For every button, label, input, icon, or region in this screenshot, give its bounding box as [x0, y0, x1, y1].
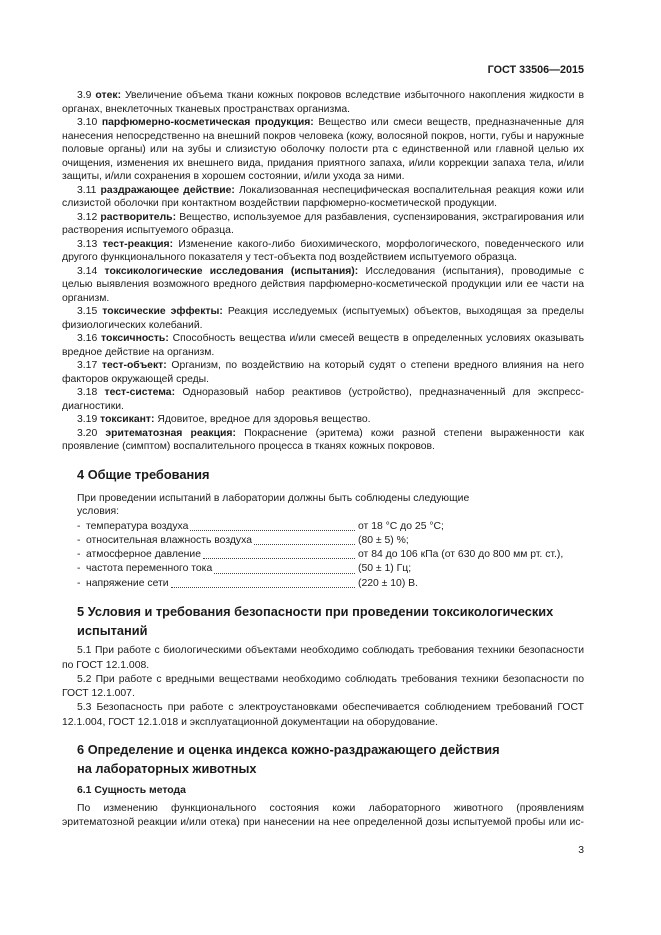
condition-item [62, 548, 584, 562]
definition-text: Ядовитое, вредное для здоровья вещество. [157, 414, 371, 425]
section-heading [62, 740, 584, 778]
conditions-intro [62, 492, 584, 519]
clause-number: 5.1 [77, 645, 92, 657]
definition-term: токсические эффекты: [102, 306, 223, 317]
condition-label: напряжение сети [86, 577, 169, 589]
condition-label-group [77, 520, 356, 534]
condition-value: от 84 до 106 кПа (от 630 до 800 мм рт. ст.), [358, 549, 564, 561]
clause-number: 3.15 [77, 306, 98, 317]
section-heading-line: испытаний [77, 623, 148, 639]
section-heading [62, 466, 584, 483]
subsection-heading [62, 784, 584, 798]
clause-number: 3.13 [77, 238, 98, 250]
definition-text: Одноразовый набор реактивов (устройство), предназначенный для экспресс-диагностики. [62, 387, 585, 412]
section-number: 5 [77, 604, 85, 620]
definition-item [62, 386, 584, 413]
section-heading-line [77, 740, 584, 759]
list-dash [77, 577, 86, 591]
definition-item [62, 305, 584, 332]
section-heading [62, 602, 584, 640]
definition-item [62, 238, 584, 265]
section-title: Общие требования [87, 466, 210, 482]
condition-item [62, 577, 584, 591]
conditions-list [62, 520, 584, 591]
section-title: Условия и требования безопасности при проведении токсикологических [87, 604, 554, 620]
list-dash [77, 548, 86, 562]
clause-text: При работе с вредными веществами необходимо соблюдать требования техники безопасности по ГОСТ 12.1.007. [62, 673, 584, 700]
section-heading-line: на лабораторных животных [77, 760, 257, 776]
intro-line: условия: [77, 506, 120, 517]
clause-item [62, 673, 584, 701]
clause-number: 3.12 [77, 211, 98, 223]
section-5 [62, 602, 584, 729]
list-dash [77, 534, 86, 548]
definition-text: Локализованная неспецифическая воспалительная реакция кожи или слизистой оболочки при контактном воздействии парфюмерно-косметической продукции. [62, 184, 584, 209]
definition-term: токсикант: [100, 414, 155, 425]
dot-leader [214, 573, 355, 574]
intro-line: При проведении испытаний в лаборатории должны быть соблюдены следующие [77, 492, 470, 504]
definition-term: токсикологические исследования (испытания): [104, 265, 359, 277]
clause-number: 3.14 [77, 265, 98, 277]
clause-number: 3.17 [77, 360, 98, 371]
condition-label: температура воздуха [86, 520, 189, 532]
definition-item [62, 211, 584, 238]
definitions-list [62, 89, 584, 454]
clause-number: 5.2 [77, 673, 92, 685]
subsection-number: 6.1 [77, 784, 92, 796]
clause-number: 3.16 [77, 333, 98, 344]
definition-text: Организм, по воздействию на который судят о степени вредного влияния на него факторов окружающей среды. [62, 360, 585, 385]
clause-number: 3.19 [77, 414, 98, 425]
clause-number: 3.10 [77, 117, 98, 128]
clause-number: 3.11 [77, 184, 97, 196]
definition-item [62, 265, 584, 306]
page-number: 3 [578, 845, 584, 856]
clauses-list [62, 644, 584, 729]
dot-leader [254, 544, 355, 545]
definition-term: парфюмерно-косметическая продукция: [101, 117, 314, 128]
body-paragraph: По изменению функционального состояния кожи лабораторного животного (проявлениям эритематозной реакции и/или отека) при нанесении на нее определенной дозы испытуемой пробы или ис- [62, 802, 584, 829]
definition-term: тест-реакция: [102, 238, 174, 250]
definition-text: Реакция исследуемых (испытуемых) объектов, выходящая за пределы физиологических колебаний. [62, 306, 584, 331]
definition-item [62, 359, 584, 386]
list-dash [77, 520, 86, 534]
definition-term: тест-система: [104, 387, 176, 398]
definition-text: Изменение какого-либо биохимического, морфологического, поведенческого или другого функционального показателя у тест-объекта под воздействием испытуемого образца. [62, 238, 584, 263]
definition-term: эритематозная реакция: [105, 427, 236, 439]
clause-number: 3.18 [77, 387, 98, 398]
clause-text: При работе с биологическими объектами необходимо соблюдать требования техники безопасности по ГОСТ 12.1.008. [62, 645, 585, 671]
definition-term: тест-объект: [101, 360, 167, 371]
definition-text: Способность вещества и/или смесей веществ в определенных условиях оказывать вредное действие на организм. [62, 333, 584, 358]
definition-text: Покраснение (эритема) кожи разной степени выраженности как проявление (симптом) воспалительного процесса в тканях кожных покровов. [62, 427, 585, 452]
section-heading-line [77, 602, 584, 621]
condition-label: частота переменного тока [86, 563, 213, 575]
dot-leader [203, 558, 355, 559]
definition-item [62, 89, 584, 116]
condition-label-group [77, 577, 356, 591]
definition-text: Исследования (испытания), проводимые с целью выявления возможного вредного действия парфюмерно-косметической продукции или ее части на организм. [62, 265, 584, 304]
condition-value: (80 ± 5) %; [358, 534, 409, 546]
definition-term: растворитель: [100, 211, 177, 223]
condition-value: (50 ± 1) Гц; [358, 563, 412, 575]
definition-term: отек: [95, 90, 122, 101]
dot-leader [190, 530, 355, 531]
dot-leader [171, 587, 355, 588]
definition-item [62, 413, 584, 427]
definition-item [62, 184, 584, 211]
condition-item [62, 562, 584, 576]
section-4 [62, 466, 584, 591]
clause-number: 3.20 [77, 427, 98, 439]
condition-label-group [77, 548, 356, 562]
condition-label-group [77, 562, 356, 576]
clause-number: 3.9 [77, 90, 92, 101]
section-number: 6 [77, 741, 85, 757]
condition-item [62, 520, 584, 534]
definition-item [62, 116, 584, 184]
page-content [62, 89, 584, 831]
condition-value: от 18 °C до 25 °C; [358, 520, 444, 532]
definition-text: Вещество или смеси веществ, предназначенные для нанесения непосредственно на внешний покров человека (кожу, волосяной покров, ногти, губы и наружные половые органы) или на зубы и слизистую оболочку полости рта с единственной или главной целью их очищения, изменения их внешнего вида, придания приятного запаха, и/или коррекции запаха тела, и/или защиты, и/или сохранения в хорошем состоянии, и/или ухода за ними. [62, 117, 584, 182]
condition-label-group [77, 534, 356, 548]
section-number: 4 [77, 466, 85, 482]
condition-label: относительная влажность воздуха [86, 534, 252, 546]
section-title: Определение и оценка индекса кожно-раздражающего действия [87, 741, 500, 757]
definition-text: Увеличение объема ткани кожных покровов вследствие избыточного накопления жидкости в органах, внеклеточных тканевых пространствах организма. [62, 90, 585, 115]
definition-text: Вещество, используемое для разбавления, суспензирования, экстрагирования или растворения испытуемого образца. [62, 211, 585, 236]
section-6 [62, 740, 584, 831]
list-dash [77, 562, 86, 576]
subsection-title: Сущность метода [94, 784, 186, 796]
condition-item [62, 534, 584, 548]
document-code-header: ГОСТ 33506—2015 [487, 64, 584, 76]
definition-item [62, 332, 584, 359]
definition-term: раздражающее действие: [100, 184, 235, 196]
condition-value: (220 ± 10) В. [358, 577, 418, 589]
definition-item [62, 427, 584, 454]
condition-label: атмосферное давление [86, 549, 202, 561]
clause-number: 5.3 [77, 702, 92, 714]
clause-item [62, 644, 584, 672]
definition-term: токсичность: [101, 333, 169, 344]
clause-text: Безопасность при работе с электроустановками обеспечивается соблюдением требований ГОСТ 12.1.004, ГОСТ 12.1.018 и эксплуатационной документации на оборудование. [62, 702, 584, 728]
clause-item [62, 701, 584, 729]
